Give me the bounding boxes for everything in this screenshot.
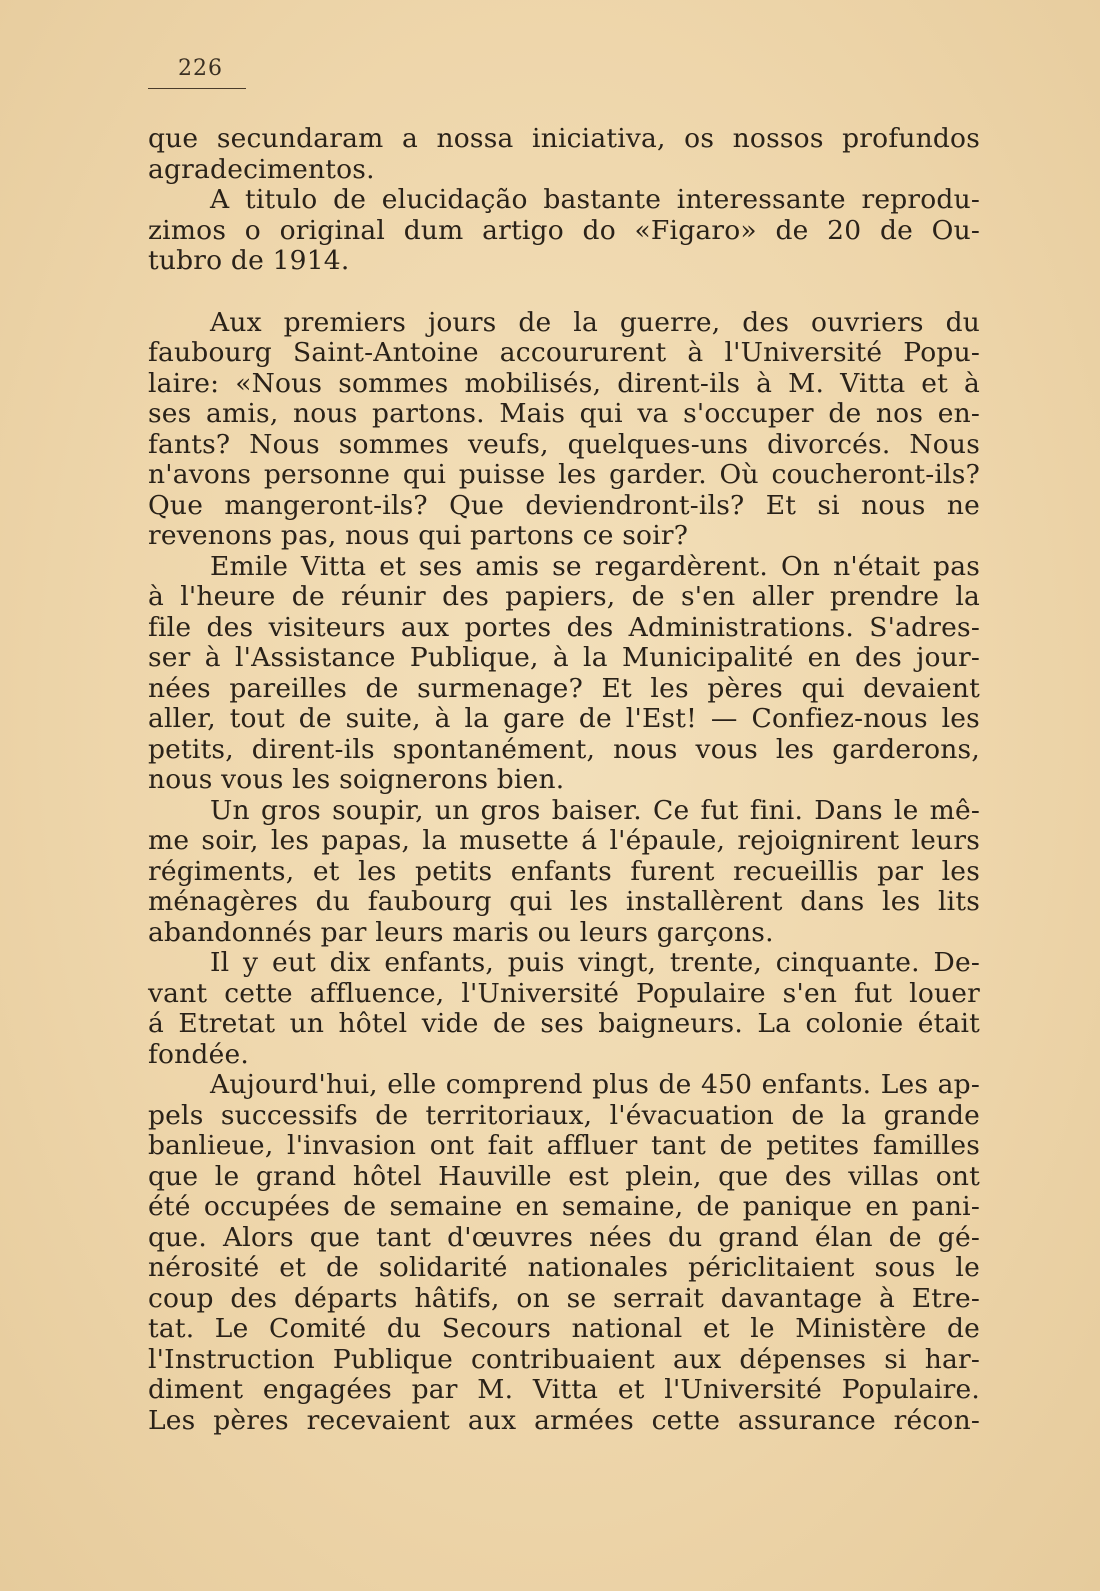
- text-line: pels successifs de territoriaux, l'évacuation de la grande: [148, 1099, 980, 1131]
- paragraph: [148, 796, 980, 949]
- text-line: à l'heure de réunir des papiers, de s'en aller prendre la: [148, 581, 980, 612]
- text-line: ses amis, nous partons. Mais qui va s'occuper de nos en-: [148, 398, 980, 429]
- text-line: Les pères recevaient aux armées cette assurance récon-: [148, 1404, 980, 1436]
- text-line: ménagères du faubourg qui les installèrent dans les lits: [148, 886, 980, 917]
- text-line: diment engagées par M. Vitta et l'Université Populaire.: [148, 1374, 980, 1405]
- text-line: fondée.: [148, 1038, 249, 1070]
- text-line: Aux premiers jours de la guerre, des ouvriers du: [210, 306, 980, 338]
- text-line: vant cette affluence, l'Université Populaire s'en fut louer: [148, 977, 980, 1009]
- text-line: n'avons personne qui puisse les garder. Où coucheront-ils?: [148, 459, 980, 490]
- text-line: Que mangeront-ils? Que deviendront-ils? Et si nous ne: [148, 489, 980, 521]
- text-line: tubro de 1914.: [148, 245, 350, 276]
- text-line: petits, dirent-ils spontanément, nous vous les garderons,: [148, 733, 980, 765]
- text-line: que secundaram a nossa iniciativa, os nossos profundos: [148, 123, 980, 154]
- text-line: que le grand hôtel Hauville est plein, que des villas ont: [148, 1160, 980, 1192]
- page-number: 226: [178, 56, 223, 81]
- text-line: zimos o original dum artigo do «Figaro» de 20 de Ou-: [148, 214, 980, 246]
- text-line: file des visiteurs aux portes des Administrations. S'adres-: [148, 611, 980, 643]
- text-line: Il y eut dix enfants, puis vingt, trente, cinquante. De-: [210, 947, 980, 978]
- text-line: fants? Nous sommes veufs, quelques-uns divorcés. Nous: [148, 428, 980, 460]
- text-line: tat. Le Comité du Secours national et le Ministère de: [148, 1313, 980, 1344]
- text-line: Aujourd'hui, elle comprend plus de 450 enfants. Les ap-: [210, 1069, 980, 1100]
- paragraph: [148, 948, 980, 1070]
- text-line: ser à l'Assistance Publique, à la Municipalité en des jour-: [148, 642, 980, 673]
- text-line: agradecimentos.: [148, 153, 375, 185]
- text-line: A titulo de elucidação bastante interessante reprodu-: [210, 184, 980, 215]
- header-rule: [148, 88, 246, 89]
- text-line: nées pareilles de surmenage? Et les pères qui devaient: [148, 672, 980, 704]
- text-line: revenons pas, nous qui partons ce soir?: [148, 520, 689, 551]
- paragraph-gap: [148, 277, 980, 308]
- text-line: été occupées de semaine en semaine, de panique en pani-: [148, 1191, 980, 1222]
- text-line: nous vous les soignerons bien.: [148, 764, 565, 795]
- paragraph: [148, 185, 980, 277]
- text-line: l'Instruction Publique contribuaient aux dépenses si har-: [148, 1343, 980, 1375]
- text-line: aller, tout de suite, à la gare de l'Est! — Confiez-nous les: [148, 703, 980, 734]
- paragraph: [148, 552, 980, 796]
- text-line: régiments, et les petits enfants furent recueillis par les: [148, 855, 980, 887]
- paragraph: [148, 1070, 980, 1436]
- text-line: nérosité et de solidarité nationales périclitaient sous le: [148, 1252, 980, 1283]
- paragraph: [148, 308, 980, 552]
- text-line: laire: «Nous sommes mobilisés, dirent-ils à M. Vitta et à: [148, 367, 980, 399]
- text-line: Un gros soupir, un gros baiser. Ce fut fini. Dans le mê-: [210, 794, 980, 826]
- text-line: á Etretat un hôtel vide de ses baigneurs. La colonie était: [148, 1008, 980, 1039]
- text-line: abandonnés par leurs maris ou leurs garçons.: [148, 916, 774, 948]
- text-line: me soir, les papas, la musette á l'épaule, rejoignirent leurs: [148, 825, 980, 856]
- text-line: Emile Vitta et ses amis se regardèrent. On n'était pas: [210, 550, 980, 582]
- text-line: coup des départs hâtifs, on se serrait davantage à Etre-: [148, 1282, 980, 1314]
- text-line: faubourg Saint-Antoine accoururent à l'Université Popu-: [148, 337, 980, 368]
- text-line: banlieue, l'invasion ont fait affluer tant de petites familles: [148, 1130, 980, 1161]
- paragraph: [148, 124, 980, 185]
- text-line: que. Alors que tant d'œuvres nées du grand élan de gé-: [148, 1221, 980, 1253]
- body-text: [148, 124, 980, 1436]
